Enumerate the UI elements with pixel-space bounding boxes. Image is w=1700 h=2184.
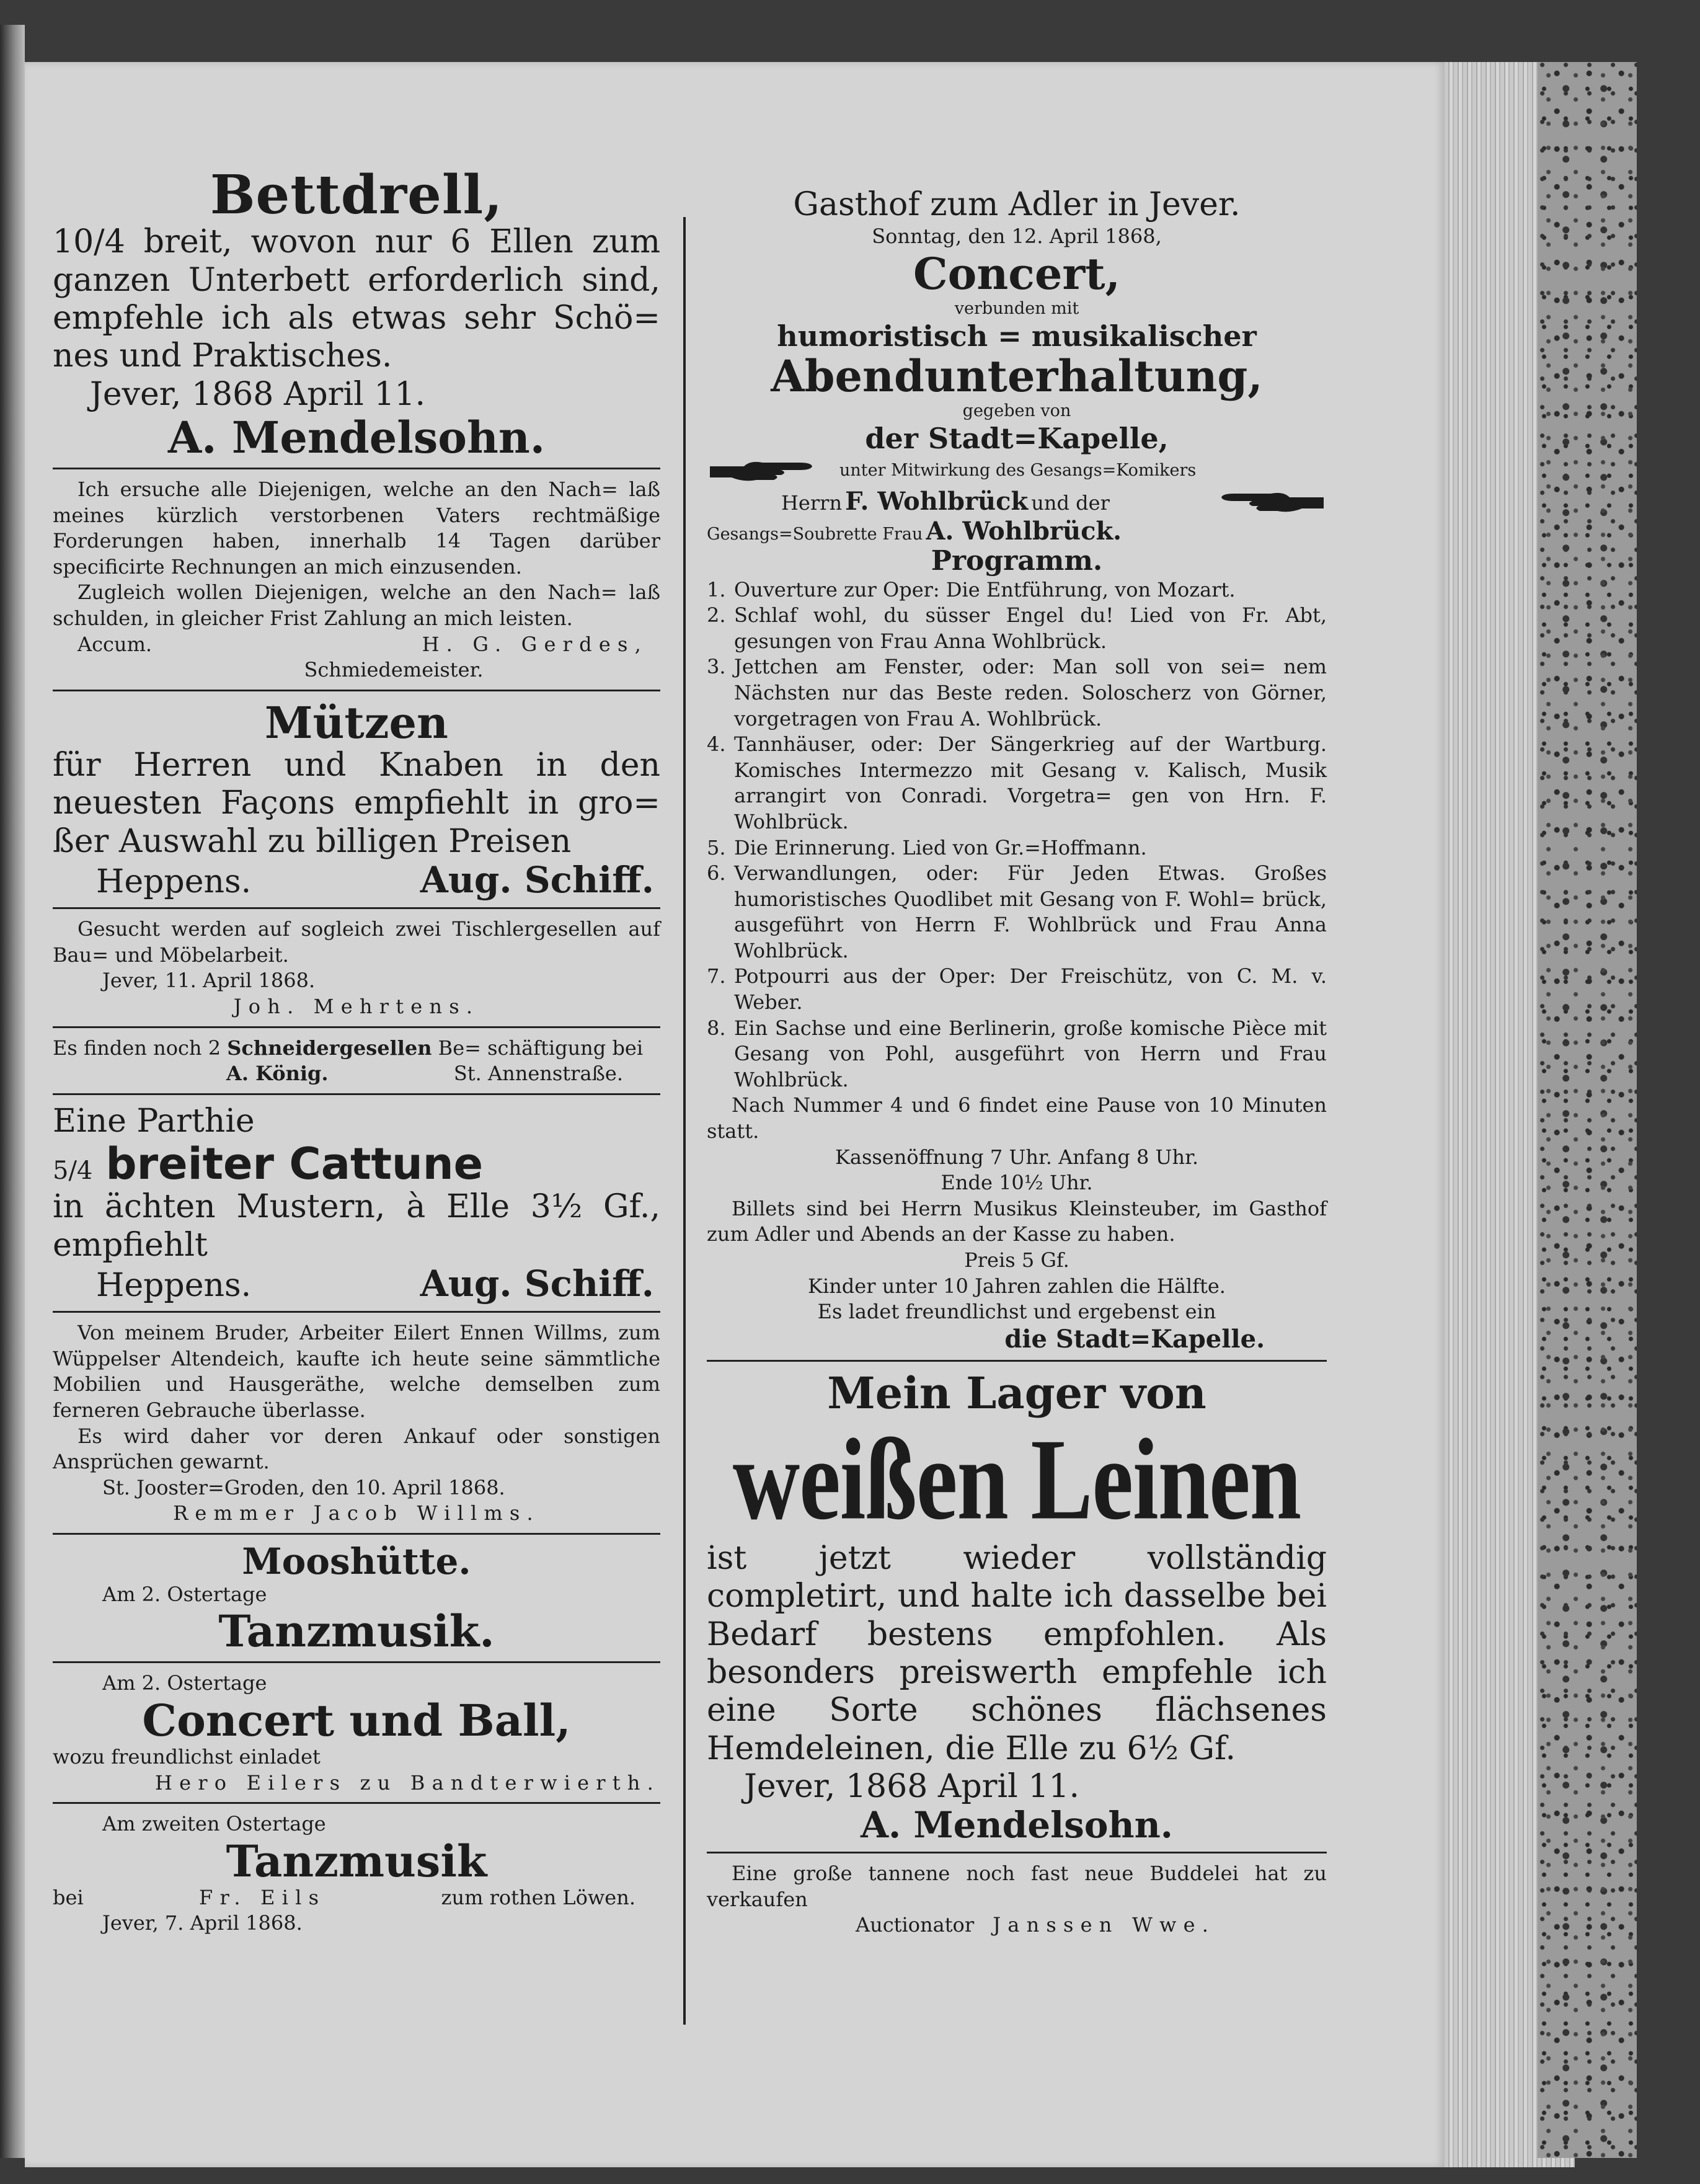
concert-venue: Gasthof zum Adler in Jever. (793, 186, 1241, 223)
ad-name: Fr. Eils (199, 1885, 326, 1909)
separator-rule (53, 1093, 660, 1095)
concert-assist: unter Mitwirkung des Gesangs=Komikers (839, 461, 1197, 481)
concert-band: der Stadt=Kapelle, (865, 422, 1169, 456)
ad-event: Tanzmusik. (218, 1605, 495, 1658)
ad-dateline: Jever, 11. April 1868. (102, 969, 316, 993)
programm-item: 6. Verwandlungen, oder: Für Jeden Etwas. Großes humoristisches Quodlibet mit Gesang von F. Wohl= brück, ausgeführt von Herrn F. Wohlbrück und Frau Anna Wohlbrück. (707, 861, 1327, 962)
separator-rule (53, 690, 660, 691)
ad-line: Am 2. Ostertage (102, 1671, 267, 1695)
separator-rule (53, 1661, 660, 1663)
ad-fraction: 5/4 (53, 1156, 93, 1186)
ad-body: für Herren und Knaben in den neuesten Façons empfiehlt in gro= ßer Auswahl zu billigen Preisen (53, 746, 660, 860)
concert-und-der: und der (1031, 491, 1110, 515)
left-page-edge (0, 25, 25, 2158)
ad-bei: bei (53, 1885, 84, 1909)
concert-price: Preis 5 Gf. (964, 1248, 1069, 1272)
ad-role: Auctionator (856, 1913, 975, 1937)
ad-cattune (53, 1103, 660, 1305)
ad-place: zum rothen Löwen. (441, 1885, 635, 1909)
concert-soubrette: Gesangs=Soubrette Frau (707, 524, 923, 544)
ad-dateline: Jever, 1868 April 11. (90, 375, 426, 413)
book-cover (1538, 62, 1637, 2158)
concert-date: Sonntag, den 12. April 1868, (872, 224, 1162, 249)
concert-pause: Nach Nummer 4 und 6 findet eine Pause von 10 Minuten statt. (707, 1093, 1327, 1143)
concert-given: gegeben von (962, 401, 1071, 421)
ad-paragraph: Von meinem Bruder, Arbeiter Eilert Ennen Willms, zum Wüppelser Altendeich, kaufte ich heute seine sämmtliche Mobilien und Hausgeräthe, welche demselben zum ferneren Gebrauche überlasse. (53, 1321, 660, 1423)
ad-trade: Schmiedemeister. (304, 658, 484, 682)
ad-signature: Aug. Schiff. (420, 1262, 654, 1305)
ad-koenig (53, 1036, 660, 1087)
column-divider (683, 217, 686, 2025)
programm-item: 3. Jettchen am Fenster, oder: Man soll von sei= nem Nächsten nur das Beste reden. Soloscherz von Görner, vorgetragen von Frau A. Wohlbrück. (707, 655, 1327, 730)
programm-item: 4. Tannhäuser, oder: Der Sängerkrieg auf der Wartburg. Komisches Intermezzo mit Gesang v. Kalisch, Musik arrangirt von Conradi. Vorgetra= gen von Hrn. F. Wohlbrück. (707, 732, 1327, 833)
ad-title: Bettdrell, (210, 164, 503, 226)
ad-bettdrell (53, 164, 660, 464)
ad-dateline: Jever, 1868 April 11. (744, 1767, 1080, 1805)
ad-street: St. Annenstraße. (453, 1062, 623, 1086)
ad-place: Accum. (77, 632, 153, 656)
separator-rule (707, 1852, 1327, 1853)
concert-subtitle: humoristisch = musikalischer (777, 319, 1257, 353)
ad-place: Heppens. (96, 863, 252, 900)
ad-invite: wozu freundlichst einladet (53, 1745, 321, 1769)
separator-rule (53, 1026, 660, 1028)
ad-paragraph: Zugleich wollen Diejenigen, welche an den Nach= laß schulden, in gleicher Frist Zahlung an mich leisten. (53, 580, 660, 631)
ad-dateline: Jever, 7. April 1868. (102, 1911, 303, 1935)
concert-end: Ende 10½ Uhr. (941, 1171, 1093, 1195)
ad-place: Heppens. (96, 1266, 252, 1304)
ad-gerdes (53, 477, 660, 683)
concert-performer: F. Wohlbrück (845, 486, 1029, 516)
ad-line: Am 2. Ostertage (102, 1582, 267, 1606)
separator-rule (53, 1802, 660, 1804)
programm-item: 5. Die Erinnerung. Lied von Gr.=Hoffmann. (707, 835, 1147, 859)
concert-performer: A. Wohlbrück. (926, 516, 1122, 546)
ad-paragraph: Es wird daher vor deren Ankauf oder sonstigen Ansprüchen gewarnt. (53, 1424, 660, 1474)
concert-signature: die Stadt=Kapelle. (1004, 1324, 1265, 1354)
ad-mooshuette (53, 1540, 660, 1658)
pointing-hand-left-icon (1203, 486, 1327, 517)
ad-name: Joh. Mehrtens. (233, 995, 480, 1019)
programm-list (707, 577, 1327, 1093)
ad-title: Concert und Ball, (142, 1695, 571, 1747)
ad-title: Mützen (265, 696, 448, 748)
ad-eils (53, 1811, 660, 1937)
ad-mehrtens (53, 917, 660, 1019)
ad-body: Gesucht werden auf sogleich zwei Tischlergesellen auf Bau= und Möbelarbeit. (53, 917, 660, 967)
ad-title: Tanzmusik (226, 1835, 487, 1887)
concert-connected: verbunden mit (954, 298, 1079, 318)
pointing-hand-right-icon (707, 455, 831, 486)
concert-herr: Herrn (781, 491, 843, 515)
separator-rule (707, 1360, 1327, 1362)
ad-muetzen (53, 696, 660, 901)
ad-body: ist jetzt wieder vollständig completirt, und halte ich dasselbe bei Bedarf bestens empfohlen. Als besonders preiswerth empfehle ich eine Sorte schönes flächsenes Hemdeleinen, die Elle zu 6½ Gf. (707, 1539, 1327, 1767)
right-column (707, 186, 1327, 1938)
ad-buddelei (707, 1861, 1327, 1938)
left-column (53, 164, 660, 1937)
ad-leinen (707, 1369, 1327, 1845)
concert-tickets: Billets sind bei Herrn Musikus Kleinsteuber, im Gasthof zum Adler und Abends an der Kasse zu haben. (707, 1196, 1327, 1246)
ad-name: Janssen Wwe. (993, 1913, 1216, 1937)
ad-body: Eine große tannene noch fast neue Buddelei hat zu verkaufen (707, 1862, 1327, 1911)
ad-title: Mooshütte. (242, 1540, 471, 1583)
ad-body: 10/4 breit, wovon nur 6 Ellen zum ganzen Unterbett erforderlich sind, empfehle ich als etwas sehr Schö= nes und Praktisches. (53, 223, 660, 375)
ad-body: Es finden noch 2 (53, 1036, 221, 1060)
ad-name: A. König. (226, 1062, 329, 1086)
programm-item: 1. Ouverture zur Oper: Die Entführung, von Mozart. (707, 577, 1236, 601)
programm-item: 2. Schlaf wohl, du süsser Engel du! Lied von Fr. Abt, gesungen von Frau Anna Wohlbrück. (707, 603, 1327, 653)
ad-concert-ball (53, 1671, 660, 1796)
ad-signature: Aug. Schiff. (420, 858, 654, 901)
separator-rule (53, 1311, 660, 1313)
ad-name: Remmer Jacob Willms. (173, 1501, 540, 1525)
ad-body: in ächten Mustern, à Elle 3½ Gf., empfiehlt (53, 1188, 660, 1264)
ad-title: Mein Lager von (827, 1367, 1206, 1419)
ad-line: Eine Parthie (53, 1102, 255, 1140)
separator-rule (53, 1533, 660, 1535)
concert-invitation: Es ladet freundlichst und ergebenst ein (817, 1300, 1216, 1324)
ad-paragraph: Ich ersuche alle Diejenigen, welche an den Nach= laß meines kürzlich verstorbenen Vaters rechtmäßige Forderungen haben, innerhalb 14 Tagen darüber specificirte Rechnungen an mich einzusenden. (53, 477, 660, 579)
concert-children: Kinder unter 10 Jahren zahlen die Hälfte. (808, 1274, 1226, 1298)
ad-signature: A. Mendelsohn. (860, 1804, 1174, 1847)
concert-subtitle-main: Abendunterhaltung, (771, 350, 1263, 402)
ad-big-title: weißen Leinen (732, 1415, 1301, 1544)
ad-concert (707, 186, 1327, 1354)
ad-body-bold: Schneidergesellen (227, 1036, 432, 1060)
ad-willms (53, 1320, 660, 1527)
concert-opening: Kassenöffnung 7 Uhr. Anfang 8 Uhr. (835, 1145, 1199, 1169)
concert-title: Concert, (913, 247, 1121, 300)
ad-dateline: St. Jooster=Groden, den 10. April 1868. (102, 1475, 505, 1499)
ad-body: Be= schäftigung bei (438, 1036, 644, 1060)
programm-title: Programm. (931, 544, 1103, 577)
ad-title: breiter Cattune (105, 1139, 484, 1190)
ad-line: Am zweiten Ostertage (102, 1812, 326, 1836)
separator-rule (53, 468, 660, 469)
ad-name: Hero Eilers zu Bandterwierth. (155, 1770, 660, 1795)
separator-rule (53, 907, 660, 909)
ad-name: H. G. Gerdes, (422, 632, 648, 656)
programm-item: 8. Ein Sachse und eine Berlinerin, große komische Pièce mit Gesang von Pohl, ausgeführt von Herrn und Frau Wohlbrück. (707, 1016, 1327, 1091)
programm-item: 7. Potpourri aus der Oper: Der Freischütz, von C. M. v. Weber. (707, 964, 1327, 1014)
ad-signature: A. Mendelsohn. (167, 412, 546, 464)
